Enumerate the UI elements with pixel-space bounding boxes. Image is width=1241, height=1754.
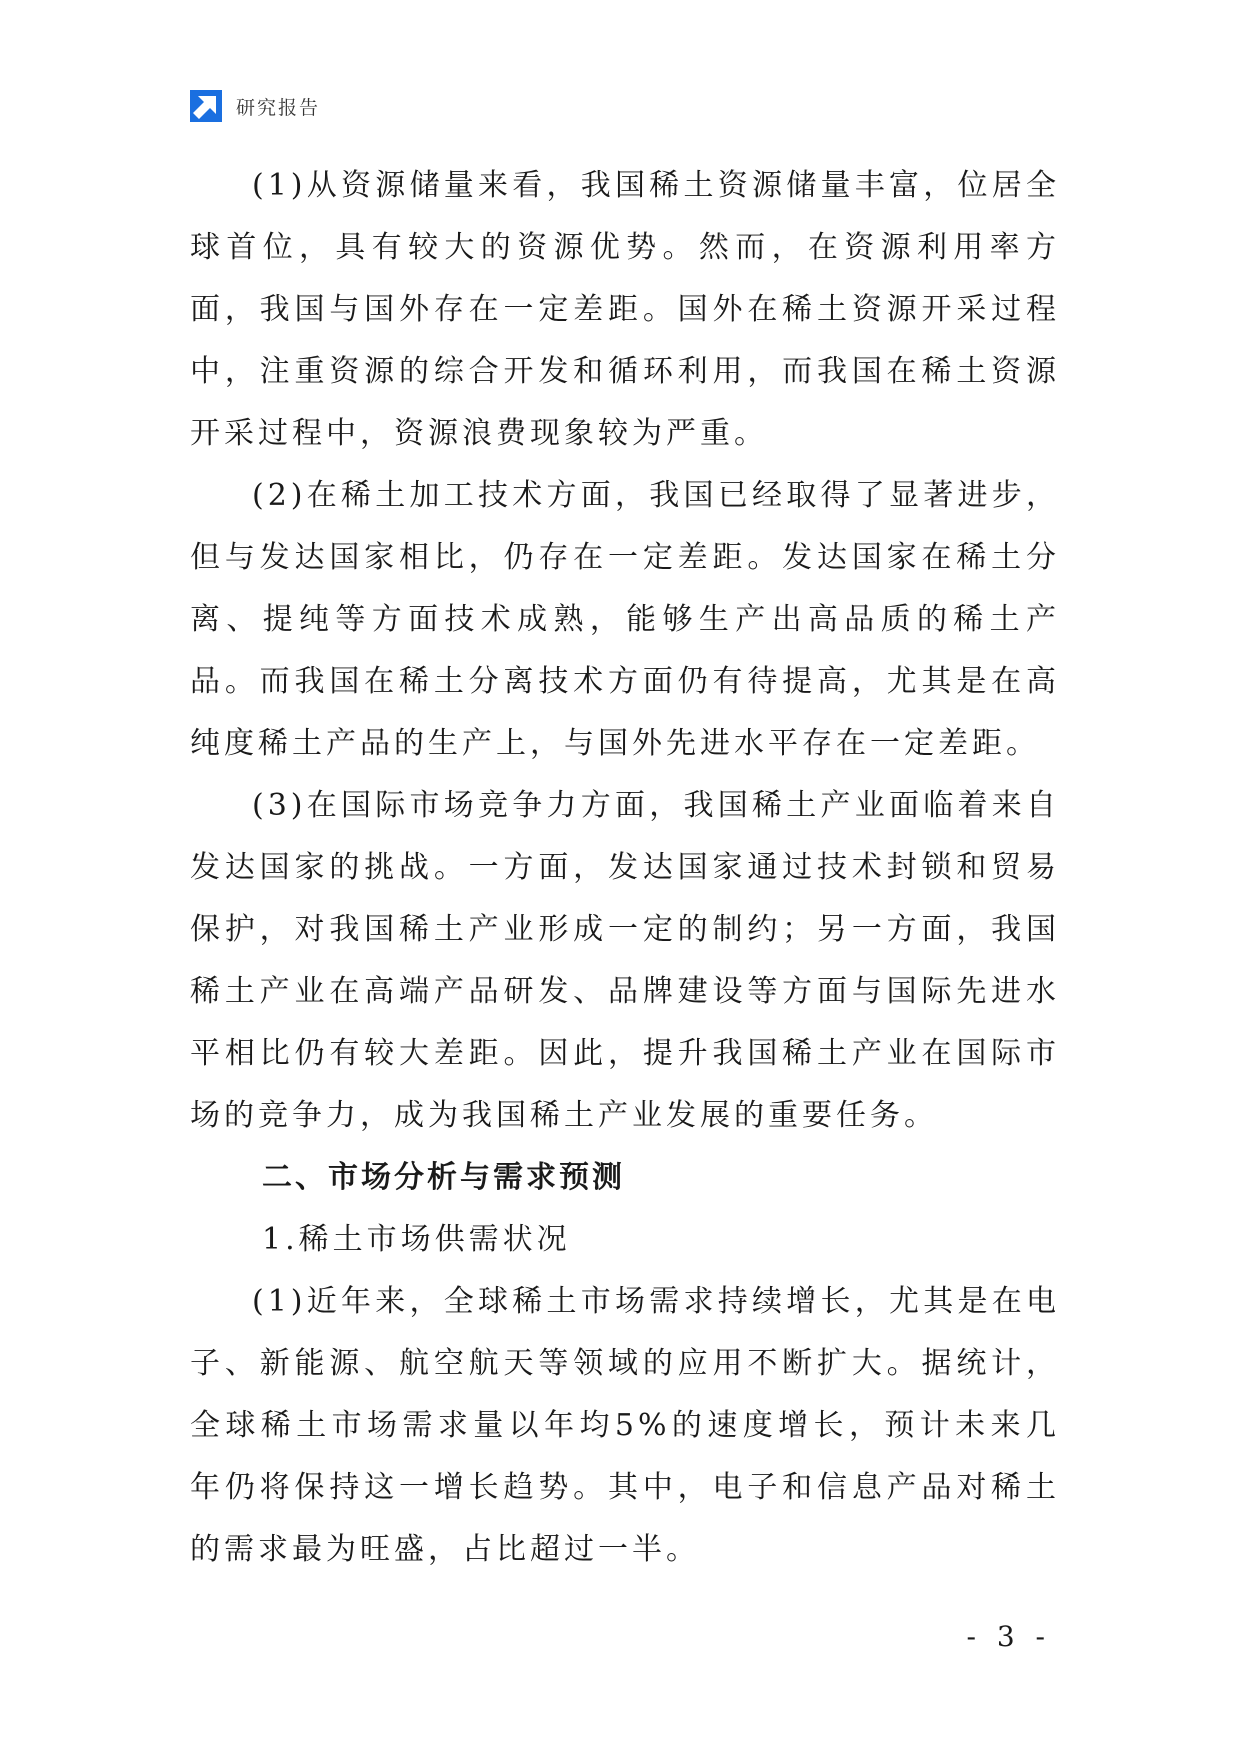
subsection-heading: 1.稀土市场供需状况 bbox=[262, 1222, 571, 1257]
page-number: - 3 - bbox=[966, 1620, 1051, 1653]
paragraph-resource-reserves: (1)从资源储量来看，我国稀土资源储量丰富，位居全球首位，具有较大的资源优势。然而，在资源利用率方面，我国与国外存在一定差距。国外在稀土资源开采过程中，注重资源的综合开发和循环利用，而我国在稀土资源开采过程中，资源浪费现象较为严重。 bbox=[190, 168, 1060, 451]
page-header bbox=[190, 88, 320, 124]
document-body bbox=[190, 155, 1060, 1581]
paragraph-market-competitiveness: (3)在国际市场竞争力方面，我国稀土产业面临着来自发达国家的挑战。一方面，发达国家通过技术封锁和贸易保护，对我国稀土产业形成一定的制约；另一方面，我国稀土产业在高端产品研发、品牌建设等方面与国际先进水平相比仍有较大差距。因此，提升我国稀土产业在国际市场的竞争力，成为我国稀土产业发展的重要任务。 bbox=[190, 788, 1060, 1133]
report-title: 研究报告 bbox=[236, 96, 321, 119]
logo-arrow-icon bbox=[190, 90, 222, 122]
paragraph-processing-technology: (2)在稀土加工技术方面，我国已经取得了显著进步，但与发达国家相比，仍存在一定差距。发达国家在稀土分离、提纯等方面技术成熟，能够生产出高品质的稀土产品。而我国在稀土分离技术方面仍有待提高，尤其是在高纯度稀土产品的生产上，与国外先进水平存在一定差距。 bbox=[190, 478, 1060, 761]
section-heading: 二、市场分析与需求预测 bbox=[262, 1160, 625, 1195]
paragraph-market-demand: (1)近年来，全球稀土市场需求持续增长，尤其是在电子、新能源、航空航天等领域的应用不断扩大。据统计，全球稀土市场需求量以年均5%的速度增长，预计未来几年仍将保持这一增长趋势。其中，电子和信息产品对稀土的需求最为旺盛，占比超过一半。 bbox=[190, 1284, 1060, 1567]
